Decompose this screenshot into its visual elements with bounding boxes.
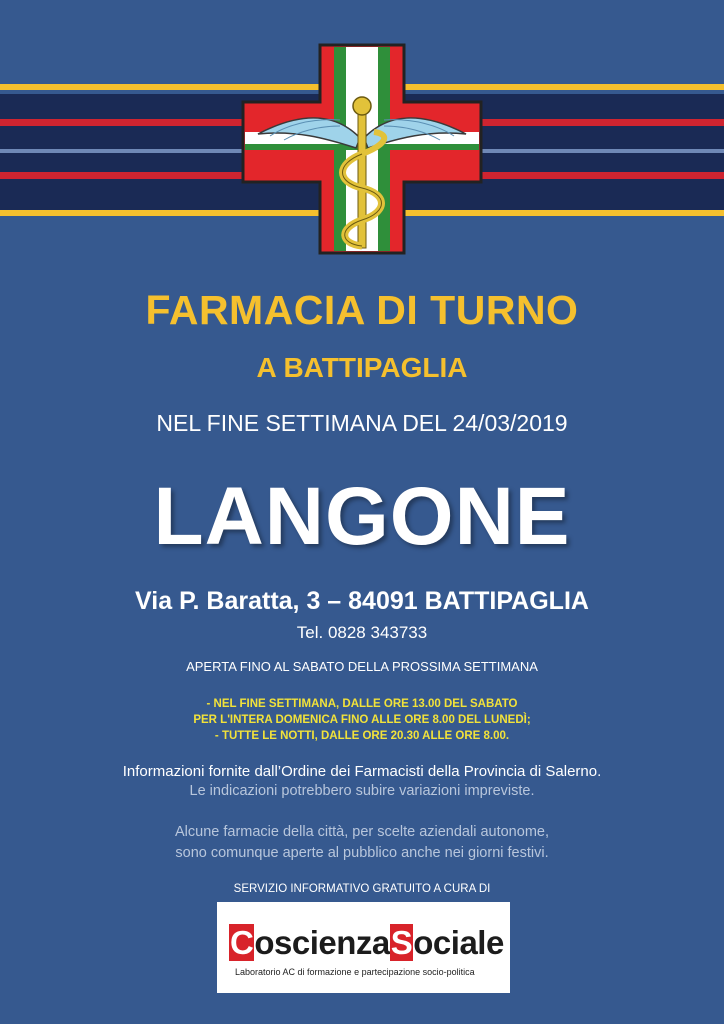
location-subtitle: A BATTIPAGLIA bbox=[256, 352, 468, 383]
disclaimer-text: Le indicazioni potrebbero subire variazioni impreviste. bbox=[189, 783, 535, 799]
note-text-line: Alcune farmacie della città, per scelte aziendali autonome, bbox=[175, 824, 549, 840]
service-credit-text: SERVIZIO INFORMATIVO GRATUITO A CURA DI bbox=[233, 883, 491, 895]
info-source-text: Informazioni fornite dall’Ordine dei Farmacisti della Provincia di Salerno. bbox=[122, 763, 602, 780]
brand-tagline: Laboratorio AC di formazione e partecipazione socio-politica bbox=[235, 967, 475, 977]
hours-line: - TUTTE LE NOTTI, DALLE ORE 20.30 ALLE ORE 8.00. bbox=[214, 730, 510, 742]
pharmacy-cross-caduceus-logo bbox=[240, 42, 484, 256]
note-text-line: sono comunque aperte al pubblico anche nei giorni festivi. bbox=[175, 845, 549, 861]
period-text: NEL FINE SETTIMANA DEL 24/03/2019 bbox=[156, 410, 568, 436]
pharmacy-phone: Tel. 0828 343733 bbox=[296, 623, 428, 642]
coscienza-sociale-logo bbox=[217, 902, 510, 993]
open-until-text: APERTA FINO AL SABATO DELLA PROSSIMA SETTIMANA bbox=[186, 659, 538, 674]
pharmacy-address: Via P. Baratta, 3 – 84091 BATTIPAGLIA bbox=[135, 587, 589, 615]
page-title: FARMACIA DI TURNO bbox=[145, 287, 579, 333]
hours-line: PER L'INTERA DOMENICA FINO ALLE ORE 8.00 DEL LUNEDÌ; bbox=[193, 714, 531, 726]
hours-line: - NEL FINE SETTIMANA, DALLE ORE 13.00 DEL SABATO bbox=[206, 698, 518, 710]
pharmacy-name: LANGONE bbox=[153, 471, 571, 562]
brand-wordmark: CoscienzaSociale bbox=[230, 924, 504, 961]
